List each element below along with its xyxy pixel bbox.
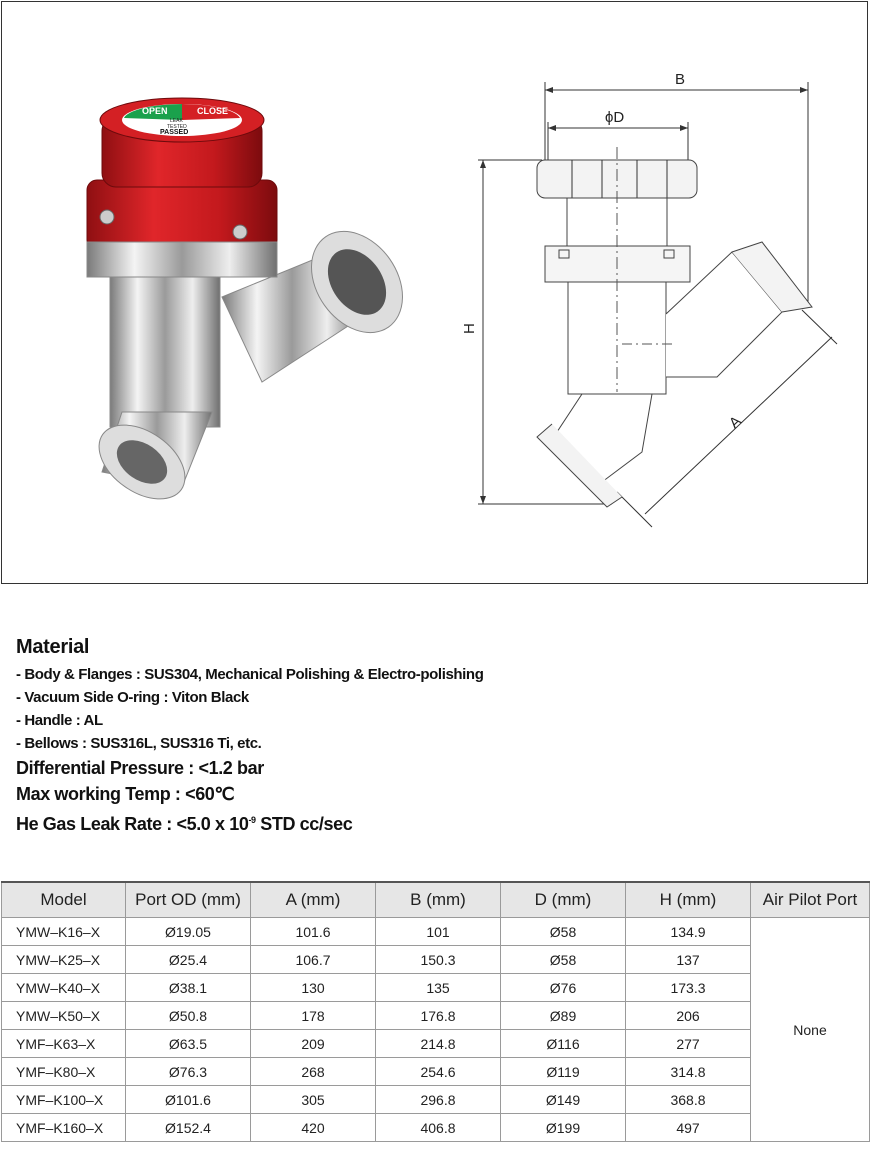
dim-b-label: B <box>675 71 686 88</box>
model-table <box>1 881 870 1142</box>
dimension-drawing <box>442 52 862 552</box>
cell-d: Ø58 <box>501 946 626 974</box>
col-header: Model <box>2 882 126 918</box>
cell-model: YMW–K40–X <box>2 974 126 1002</box>
cell-b: 176.8 <box>376 1002 501 1030</box>
cell-d: Ø149 <box>501 1086 626 1114</box>
col-header: B (mm) <box>376 882 501 918</box>
cell-port-od: Ø76.3 <box>126 1058 251 1086</box>
cell-h: 277 <box>626 1030 751 1058</box>
valve-photo <box>62 92 442 522</box>
cell-port-od: Ø25.4 <box>126 946 251 974</box>
table-row <box>2 946 870 974</box>
spec-pressure: Differential Pressure : <1.2 bar <box>16 758 264 778</box>
valve-body <box>110 277 220 427</box>
table-row <box>2 1002 870 1030</box>
cell-d: Ø116 <box>501 1030 626 1058</box>
table-row <box>2 1030 870 1058</box>
cell-port-od: Ø19.05 <box>126 918 251 946</box>
cell-a: 106.7 <box>251 946 376 974</box>
cell-model: YMF–K160–X <box>2 1114 126 1142</box>
table-row <box>2 918 870 946</box>
handle-close-label: CLOSE <box>197 106 229 116</box>
material-heading: Material <box>16 636 90 658</box>
tag-leak: LEAK <box>170 118 183 124</box>
cell-b: 406.8 <box>376 1114 501 1142</box>
specifications <box>16 636 856 837</box>
cell-model: YMF–K80–X <box>2 1058 126 1086</box>
red-flange <box>87 180 277 250</box>
table-row <box>2 974 870 1002</box>
cell-d: Ø76 <box>501 974 626 1002</box>
bottom-port <box>85 410 212 514</box>
cell-a: 305 <box>251 1086 376 1114</box>
cell-d: Ø89 <box>501 1002 626 1030</box>
cell-a: 178 <box>251 1002 376 1030</box>
tag-tested: TESTED <box>167 124 187 130</box>
cell-h: 134.9 <box>626 918 751 946</box>
handle-open-label: OPEN <box>142 106 168 116</box>
cell-a: 420 <box>251 1114 376 1142</box>
cell-b: 254.6 <box>376 1058 501 1086</box>
cell-model: YMF–K63–X <box>2 1030 126 1058</box>
cell-air-pilot: None <box>751 918 870 1142</box>
cell-b: 135 <box>376 974 501 1002</box>
cell-h: 497 <box>626 1114 751 1142</box>
col-header: A (mm) <box>251 882 376 918</box>
cell-port-od: Ø38.1 <box>126 974 251 1002</box>
table-row <box>2 1086 870 1114</box>
spec-handle: - Handle : AL <box>16 712 103 729</box>
product-figure <box>1 1 868 584</box>
cell-a: 130 <box>251 974 376 1002</box>
cell-h: 314.8 <box>626 1058 751 1086</box>
cell-port-od: Ø152.4 <box>126 1114 251 1142</box>
cell-h: 368.8 <box>626 1086 751 1114</box>
cell-b: 150.3 <box>376 946 501 974</box>
cell-h: 137 <box>626 946 751 974</box>
spec-body: - Body & Flanges : SUS304, Mechanical Polishing & Electro-polishing <box>16 666 484 683</box>
cell-model: YMW–K25–X <box>2 946 126 974</box>
cell-d: Ø119 <box>501 1058 626 1086</box>
table-header-row <box>2 882 870 918</box>
cell-a: 101.6 <box>251 918 376 946</box>
cell-h: 173.3 <box>626 974 751 1002</box>
handle <box>100 98 264 187</box>
spec-leak-rate <box>16 807 856 837</box>
cell-d: Ø199 <box>501 1114 626 1142</box>
cell-d: Ø58 <box>501 918 626 946</box>
table-row <box>2 1114 870 1142</box>
cell-model: YMF–K100–X <box>2 1086 126 1114</box>
cell-a: 209 <box>251 1030 376 1058</box>
cell-port-od: Ø101.6 <box>126 1086 251 1114</box>
cell-b: 296.8 <box>376 1086 501 1114</box>
col-header: Air Pilot Port <box>751 882 870 918</box>
cell-b: 214.8 <box>376 1030 501 1058</box>
cell-h: 206 <box>626 1002 751 1030</box>
spec-temp: Max working Temp : <60℃ <box>16 784 235 804</box>
col-header: H (mm) <box>626 882 751 918</box>
leak-prefix: He Gas Leak Rate : <5.0 x 10 <box>16 814 249 834</box>
col-header: Port OD (mm) <box>126 882 251 918</box>
dim-d-label: ϕD <box>605 109 625 126</box>
table-row <box>2 1058 870 1086</box>
spec-oring: - Vacuum Side O-ring : Viton Black <box>16 689 249 706</box>
leak-suffix: STD cc/sec <box>255 814 353 834</box>
leak-exponent: -9 <box>248 815 256 825</box>
dim-a-label: A <box>725 412 745 432</box>
cell-port-od: Ø63.5 <box>126 1030 251 1058</box>
cell-a: 268 <box>251 1058 376 1086</box>
tag-passed: PASSED <box>160 129 189 136</box>
cell-b: 101 <box>376 918 501 946</box>
cell-model: YMW–K16–X <box>2 918 126 946</box>
cell-port-od: Ø50.8 <box>126 1002 251 1030</box>
col-header: D (mm) <box>501 882 626 918</box>
spec-bellows: - Bellows : SUS316L, SUS316 Ti, etc. <box>16 735 262 752</box>
cell-model: YMW–K50–X <box>2 1002 126 1030</box>
dim-h-label: H <box>461 323 478 334</box>
